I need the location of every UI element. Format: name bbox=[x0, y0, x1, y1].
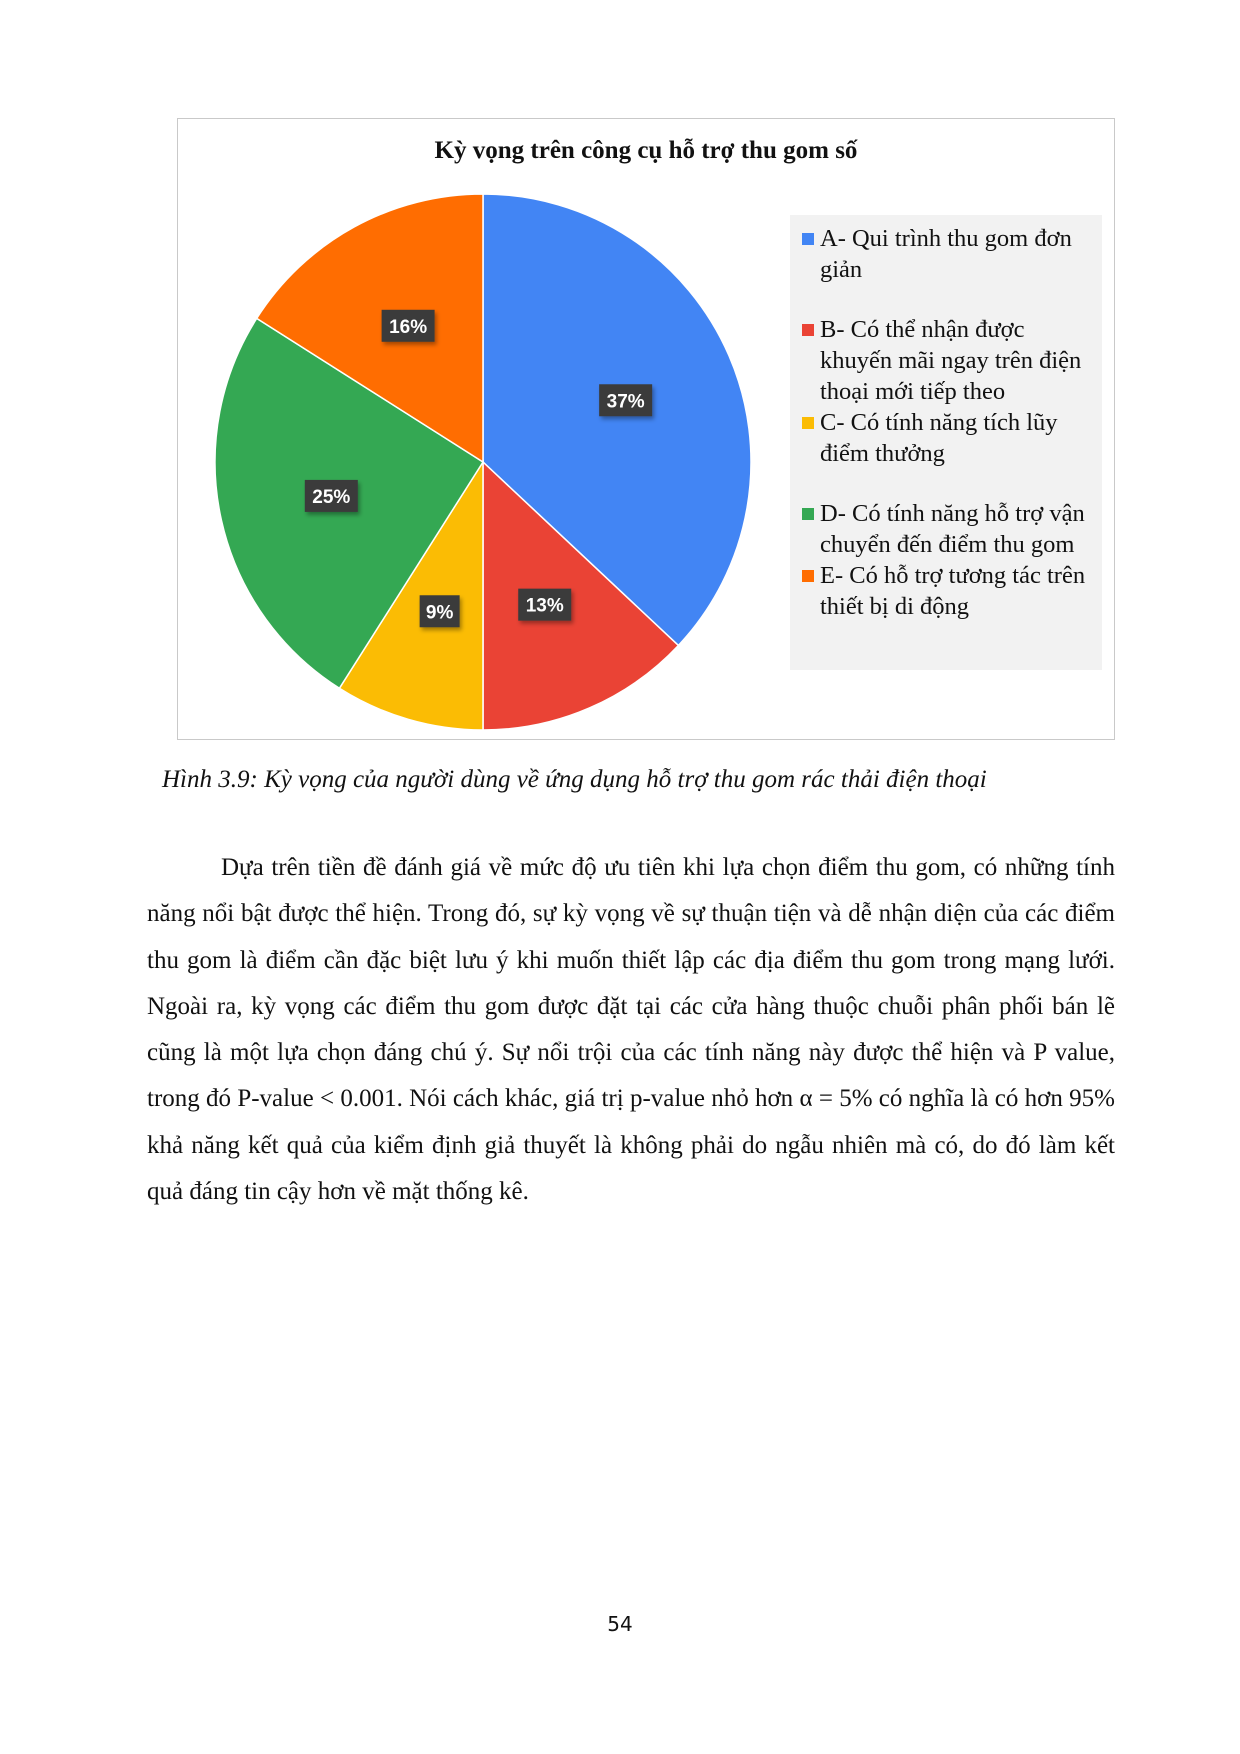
legend-item-b bbox=[800, 314, 1092, 407]
legend-swatch-b bbox=[802, 324, 814, 336]
legend-item-d bbox=[800, 498, 1092, 560]
svg-text:25%: 25% bbox=[312, 486, 351, 508]
svg-text:37%: 37% bbox=[606, 391, 645, 413]
figure-caption: Hình 3.9: Kỳ vọng của người dùng về ứng dụng hỗ trợ thu gom rác thải điện thoại bbox=[162, 766, 987, 793]
legend-swatch-a bbox=[802, 233, 814, 245]
pie-chart bbox=[177, 118, 1115, 740]
body-paragraph: Dựa trên tiền đề đánh giá về mức độ ưu tiên khi lựa chọn điểm thu gom, có những tính năng nổi bật được thể hiện. Trong đó, sự kỳ vọng về sự thuận tiện và dễ nhận diện của các điểm thu gom là điểm cần đặc biệt lưu ý khi muốn thiết lập các địa điểm thu gom trong mạng lưới. Ngoài ra, kỳ vọng các điểm thu gom được đặt tại các cửa hàng thuộc chuỗi phân phối bán lẽ cũng là một lựa chọn đáng chú ý. Sự nổi trội của các tính năng này được thể hiện và P value, trong đó P-value < 0.001. Nói cách khác, giá trị p-value nhỏ hơn α = 5% có nghĩa là có hơn 95% khả năng kết quả của kiểm định giả thuyết là không phải do ngẫu nhiên mà có, do đó làm kết quả đáng tin cậy hơn về mặt thống kê. bbox=[147, 854, 1115, 1206]
data-label-a bbox=[599, 384, 652, 416]
svg-text:9%: 9% bbox=[425, 602, 454, 624]
legend-swatch-e bbox=[802, 570, 814, 582]
legend-label-e: E- Có hỗ trợ tương tác trên thiết bị di động bbox=[820, 562, 1086, 620]
legend-item-a bbox=[800, 223, 1092, 285]
legend-label-c: C- Có tính năng tích lũy điểm thưởng bbox=[820, 409, 1058, 467]
chart-title: Kỳ vọng trên công cụ hỗ trợ thu gom số bbox=[434, 137, 858, 164]
legend-item-c bbox=[800, 407, 1092, 469]
data-label-c bbox=[420, 595, 460, 627]
page-number: 54 bbox=[607, 1612, 633, 1636]
legend-label-d: D- Có tính năng hỗ trợ vận chuyển đến điểm thu gom bbox=[820, 500, 1085, 558]
data-label-e bbox=[382, 310, 435, 342]
svg-text:13%: 13% bbox=[525, 595, 564, 617]
body-text bbox=[147, 845, 1115, 1215]
legend-label-b: B- Có thể nhận được khuyến mãi ngay trên điện thoại mới tiếp theo bbox=[820, 316, 1082, 405]
legend-label-a: A- Qui trình thu gom đơn giản bbox=[820, 225, 1072, 283]
legend-swatch-c bbox=[802, 417, 814, 429]
legend-swatch-d bbox=[802, 508, 814, 520]
legend-item-e bbox=[800, 560, 1092, 622]
data-label-b bbox=[518, 589, 571, 621]
data-label-d bbox=[305, 480, 358, 512]
svg-text:16%: 16% bbox=[389, 316, 428, 338]
chart-legend bbox=[790, 215, 1102, 670]
